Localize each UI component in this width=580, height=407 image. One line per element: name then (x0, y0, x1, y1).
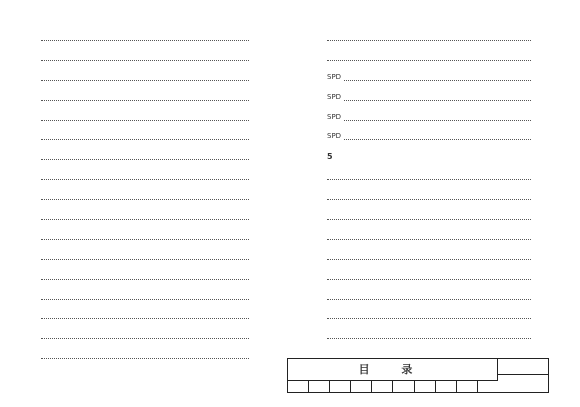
toc-left-column (41, 34, 271, 372)
toc-entry (41, 233, 271, 243)
toc-entry (41, 94, 271, 104)
toc-leader-dots (41, 159, 249, 160)
toc-leader-dots (41, 100, 249, 101)
toc-entry-title: 5 (327, 152, 333, 162)
toc-entry (41, 153, 271, 163)
toc-entry (327, 133, 553, 143)
toc-entry (327, 312, 553, 322)
toc-entry (41, 54, 271, 64)
toc-leader-dots (41, 179, 249, 180)
toc-entry-title: SPD (327, 112, 342, 121)
toc-leader-dots (327, 120, 531, 121)
toc-entry (327, 114, 553, 124)
atlas-number-cell (498, 359, 548, 375)
toc-leader-dots (327, 338, 531, 339)
toc-entry-title: SPD (327, 132, 342, 141)
toc-entry (41, 114, 271, 124)
toc-entry (327, 273, 553, 283)
toc-leader-dots (41, 338, 249, 339)
page-cell (498, 375, 548, 391)
toc-leader-dots (327, 219, 531, 220)
toc-entry (327, 94, 553, 104)
toc-leader-dots (41, 299, 249, 300)
toc-leader-dots (41, 60, 249, 61)
toc-entry (41, 193, 271, 203)
title-block-signature-cell (330, 381, 351, 392)
toc-entry (41, 173, 271, 183)
toc-entry (41, 253, 271, 263)
toc-leader-dots (41, 219, 249, 220)
title-block-signature-cell (415, 381, 436, 392)
toc-entry (41, 133, 271, 143)
title-block-signature-cell (436, 381, 457, 392)
toc-leader-dots (41, 239, 249, 240)
title-block-signature-cell (478, 381, 498, 392)
toc-right-column (327, 34, 553, 352)
toc-entry (41, 273, 271, 283)
toc-leader-dots (327, 299, 531, 300)
toc-leader-dots (327, 100, 531, 101)
title-block-info (498, 359, 548, 392)
title-block-signature-cell (372, 381, 393, 392)
title-block-signature-cell (288, 381, 309, 392)
toc-section-heading (327, 153, 553, 163)
toc-entry (41, 74, 271, 84)
toc-leader-dots (327, 318, 531, 319)
toc-leader-dots (41, 358, 249, 359)
toc-entry (327, 332, 553, 342)
toc-entry (327, 54, 553, 64)
toc-entry (327, 193, 553, 203)
toc-entry (327, 74, 553, 84)
toc-leader-dots (327, 179, 531, 180)
toc-leader-dots (327, 40, 531, 41)
toc-entry (327, 213, 553, 223)
toc-entry (327, 293, 553, 303)
toc-leader-dots (327, 80, 531, 81)
toc-leader-dots (327, 239, 531, 240)
toc-entry-title: SPD (327, 72, 342, 81)
title-block-signature-cell (393, 381, 414, 392)
title-block-signature-cell (457, 381, 478, 392)
toc-entry (41, 34, 271, 44)
toc-leader-dots (41, 259, 249, 260)
toc-leader-dots (327, 279, 531, 280)
toc-entry (327, 173, 553, 183)
toc-leader-dots (327, 199, 531, 200)
title-block (287, 358, 549, 393)
toc-entry (41, 352, 271, 362)
toc-entry-title: SPD (327, 92, 342, 101)
toc-leader-dots (41, 120, 249, 121)
toc-leader-dots (41, 199, 249, 200)
toc-leader-dots (41, 139, 249, 140)
toc-entry (327, 253, 553, 263)
toc-entry (327, 233, 553, 243)
toc-leader-dots (327, 259, 531, 260)
toc-entry (327, 34, 553, 44)
toc-leader-dots (41, 318, 249, 319)
toc-entry (41, 312, 271, 322)
toc-leader-dots (327, 139, 531, 140)
toc-leader-dots (327, 60, 531, 61)
document-title: 目 录 (358, 363, 427, 376)
toc-entry (41, 213, 271, 223)
title-block-title-cell (288, 359, 498, 381)
title-block-signature-cell (309, 381, 330, 392)
toc-leader-dots (41, 40, 249, 41)
toc-entry (41, 293, 271, 303)
toc-entry (41, 332, 271, 342)
title-block-signature-row (288, 381, 498, 392)
toc-leader-dots (41, 80, 249, 81)
title-block-signature-cell (351, 381, 372, 392)
toc-leader-dots (41, 279, 249, 280)
